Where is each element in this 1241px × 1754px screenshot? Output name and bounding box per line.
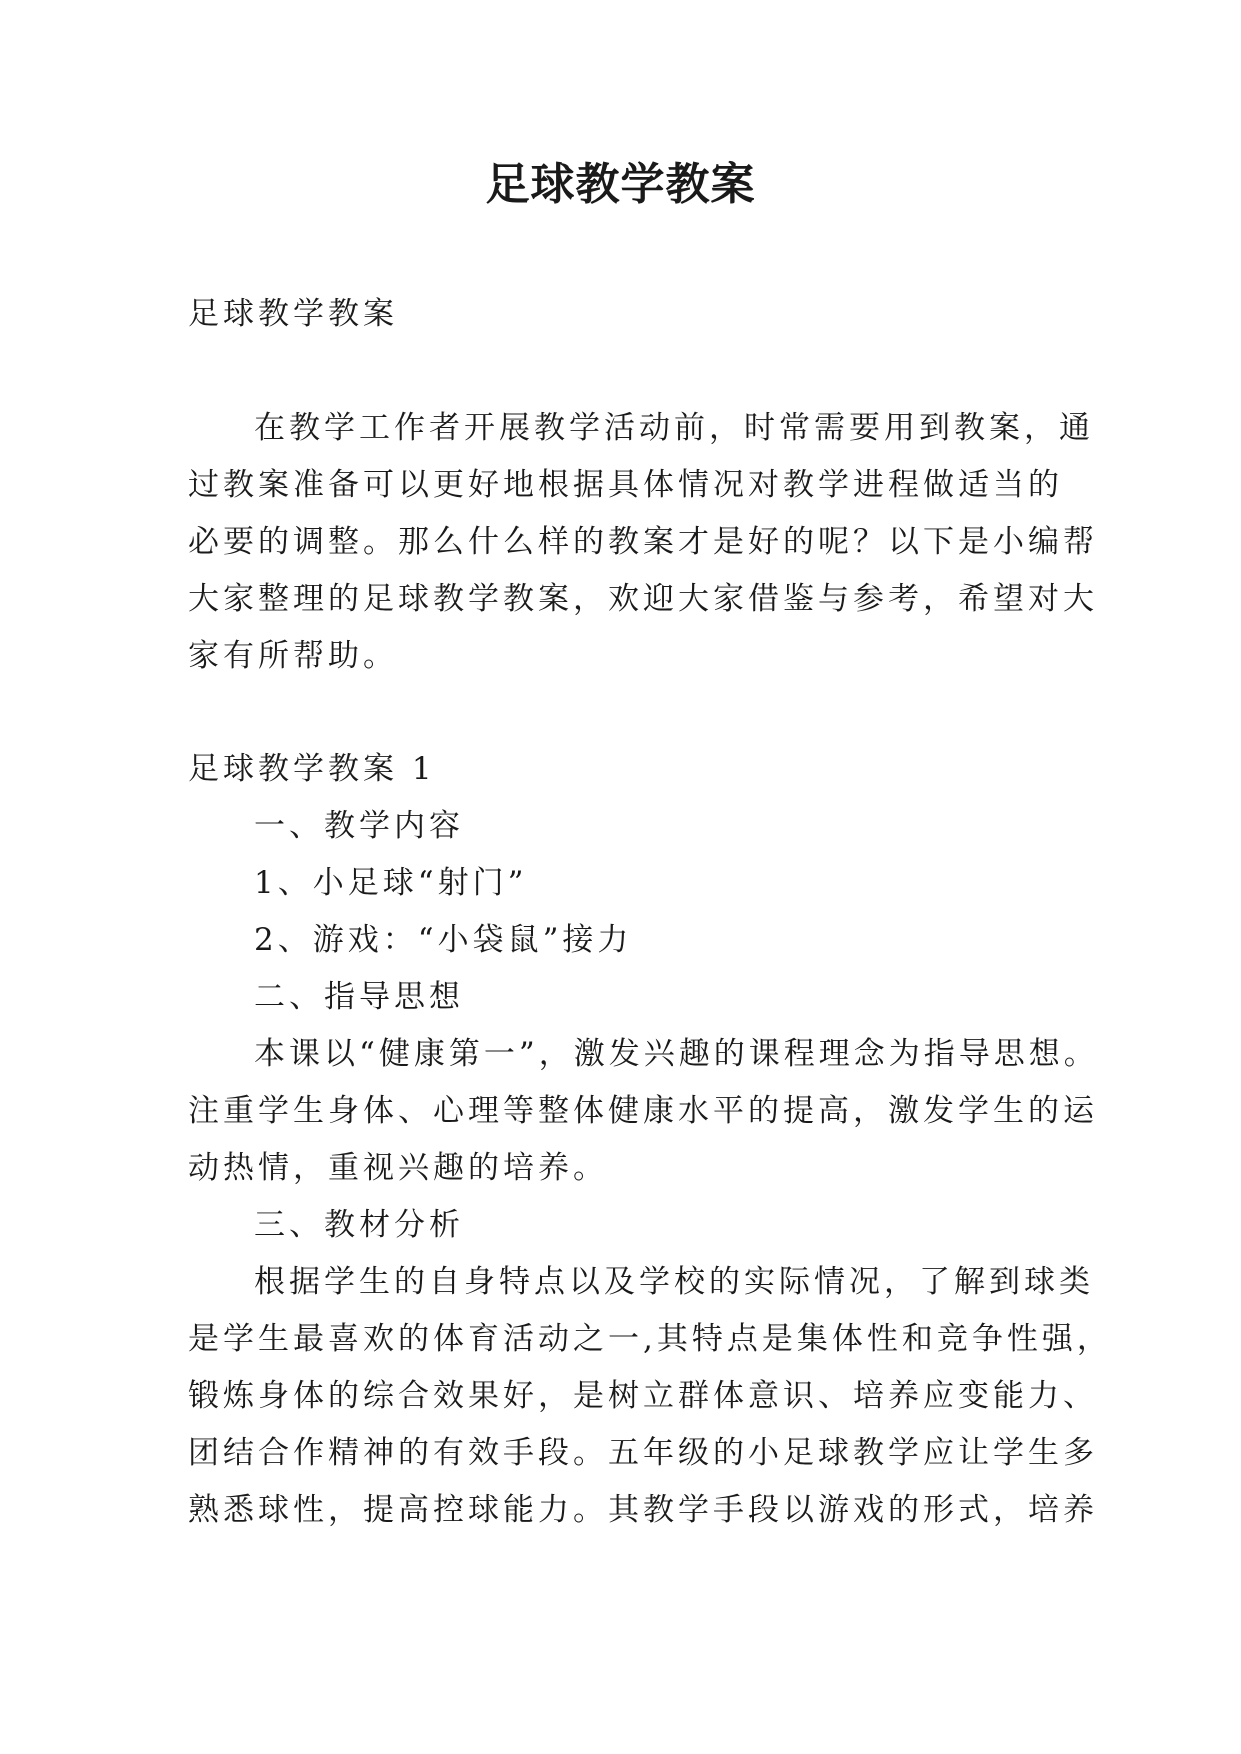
guiding-line-2: 注重学生身体、心理等整体健康水平的提高，激发学生的运 [188,1093,1098,1129]
analysis-line-2: 是学生最喜欢的体育活动之一,其特点是集体性和竞争性强， [188,1321,1112,1357]
intro-line-1: 在教学工作者开展教学活动前，时常需要用到教案，通 [254,410,1094,446]
document-subtitle: 足球教学教案 [188,296,398,332]
intro-line-3: 必要的调整。那么什么样的教案才是好的呢？以下是小编帮 [188,524,1098,560]
guiding-line-1: 本课以“健康第一”，激发兴趣的课程理念为指导思想。 [254,1036,1099,1072]
analysis-heading: 三、教材分析 [254,1207,464,1243]
intro-line-2: 过教案准备可以更好地根据具体情况对教学进程做适当的 [188,467,1063,503]
content-item-2: 2、游戏：“小袋鼠”接力 [254,922,633,958]
analysis-line-5: 熟悉球性，提高控球能力。其教学手段以游戏的形式，培养 [188,1492,1098,1528]
document-title: 足球教学教案 [485,159,756,210]
intro-line-5: 家有所帮助。 [188,638,398,674]
content-item-1: 1、小足球“射门” [254,865,528,901]
intro-line-4: 大家整理的足球教学教案，欢迎大家借鉴与参考，希望对大 [188,581,1098,617]
guiding-heading: 二、指导思想 [254,979,464,1015]
analysis-line-4: 团结合作精神的有效手段。五年级的小足球教学应让学生多 [188,1435,1098,1471]
section-heading: 足球教学教案 1 [188,751,436,787]
guiding-line-3: 动热情，重视兴趣的培养。 [188,1150,608,1186]
content-heading: 一、教学内容 [254,808,464,844]
analysis-line-1: 根据学生的自身特点以及学校的实际情况，了解到球类 [254,1264,1094,1300]
analysis-line-3: 锻炼身体的综合效果好，是树立群体意识、培养应变能力、 [188,1378,1098,1414]
